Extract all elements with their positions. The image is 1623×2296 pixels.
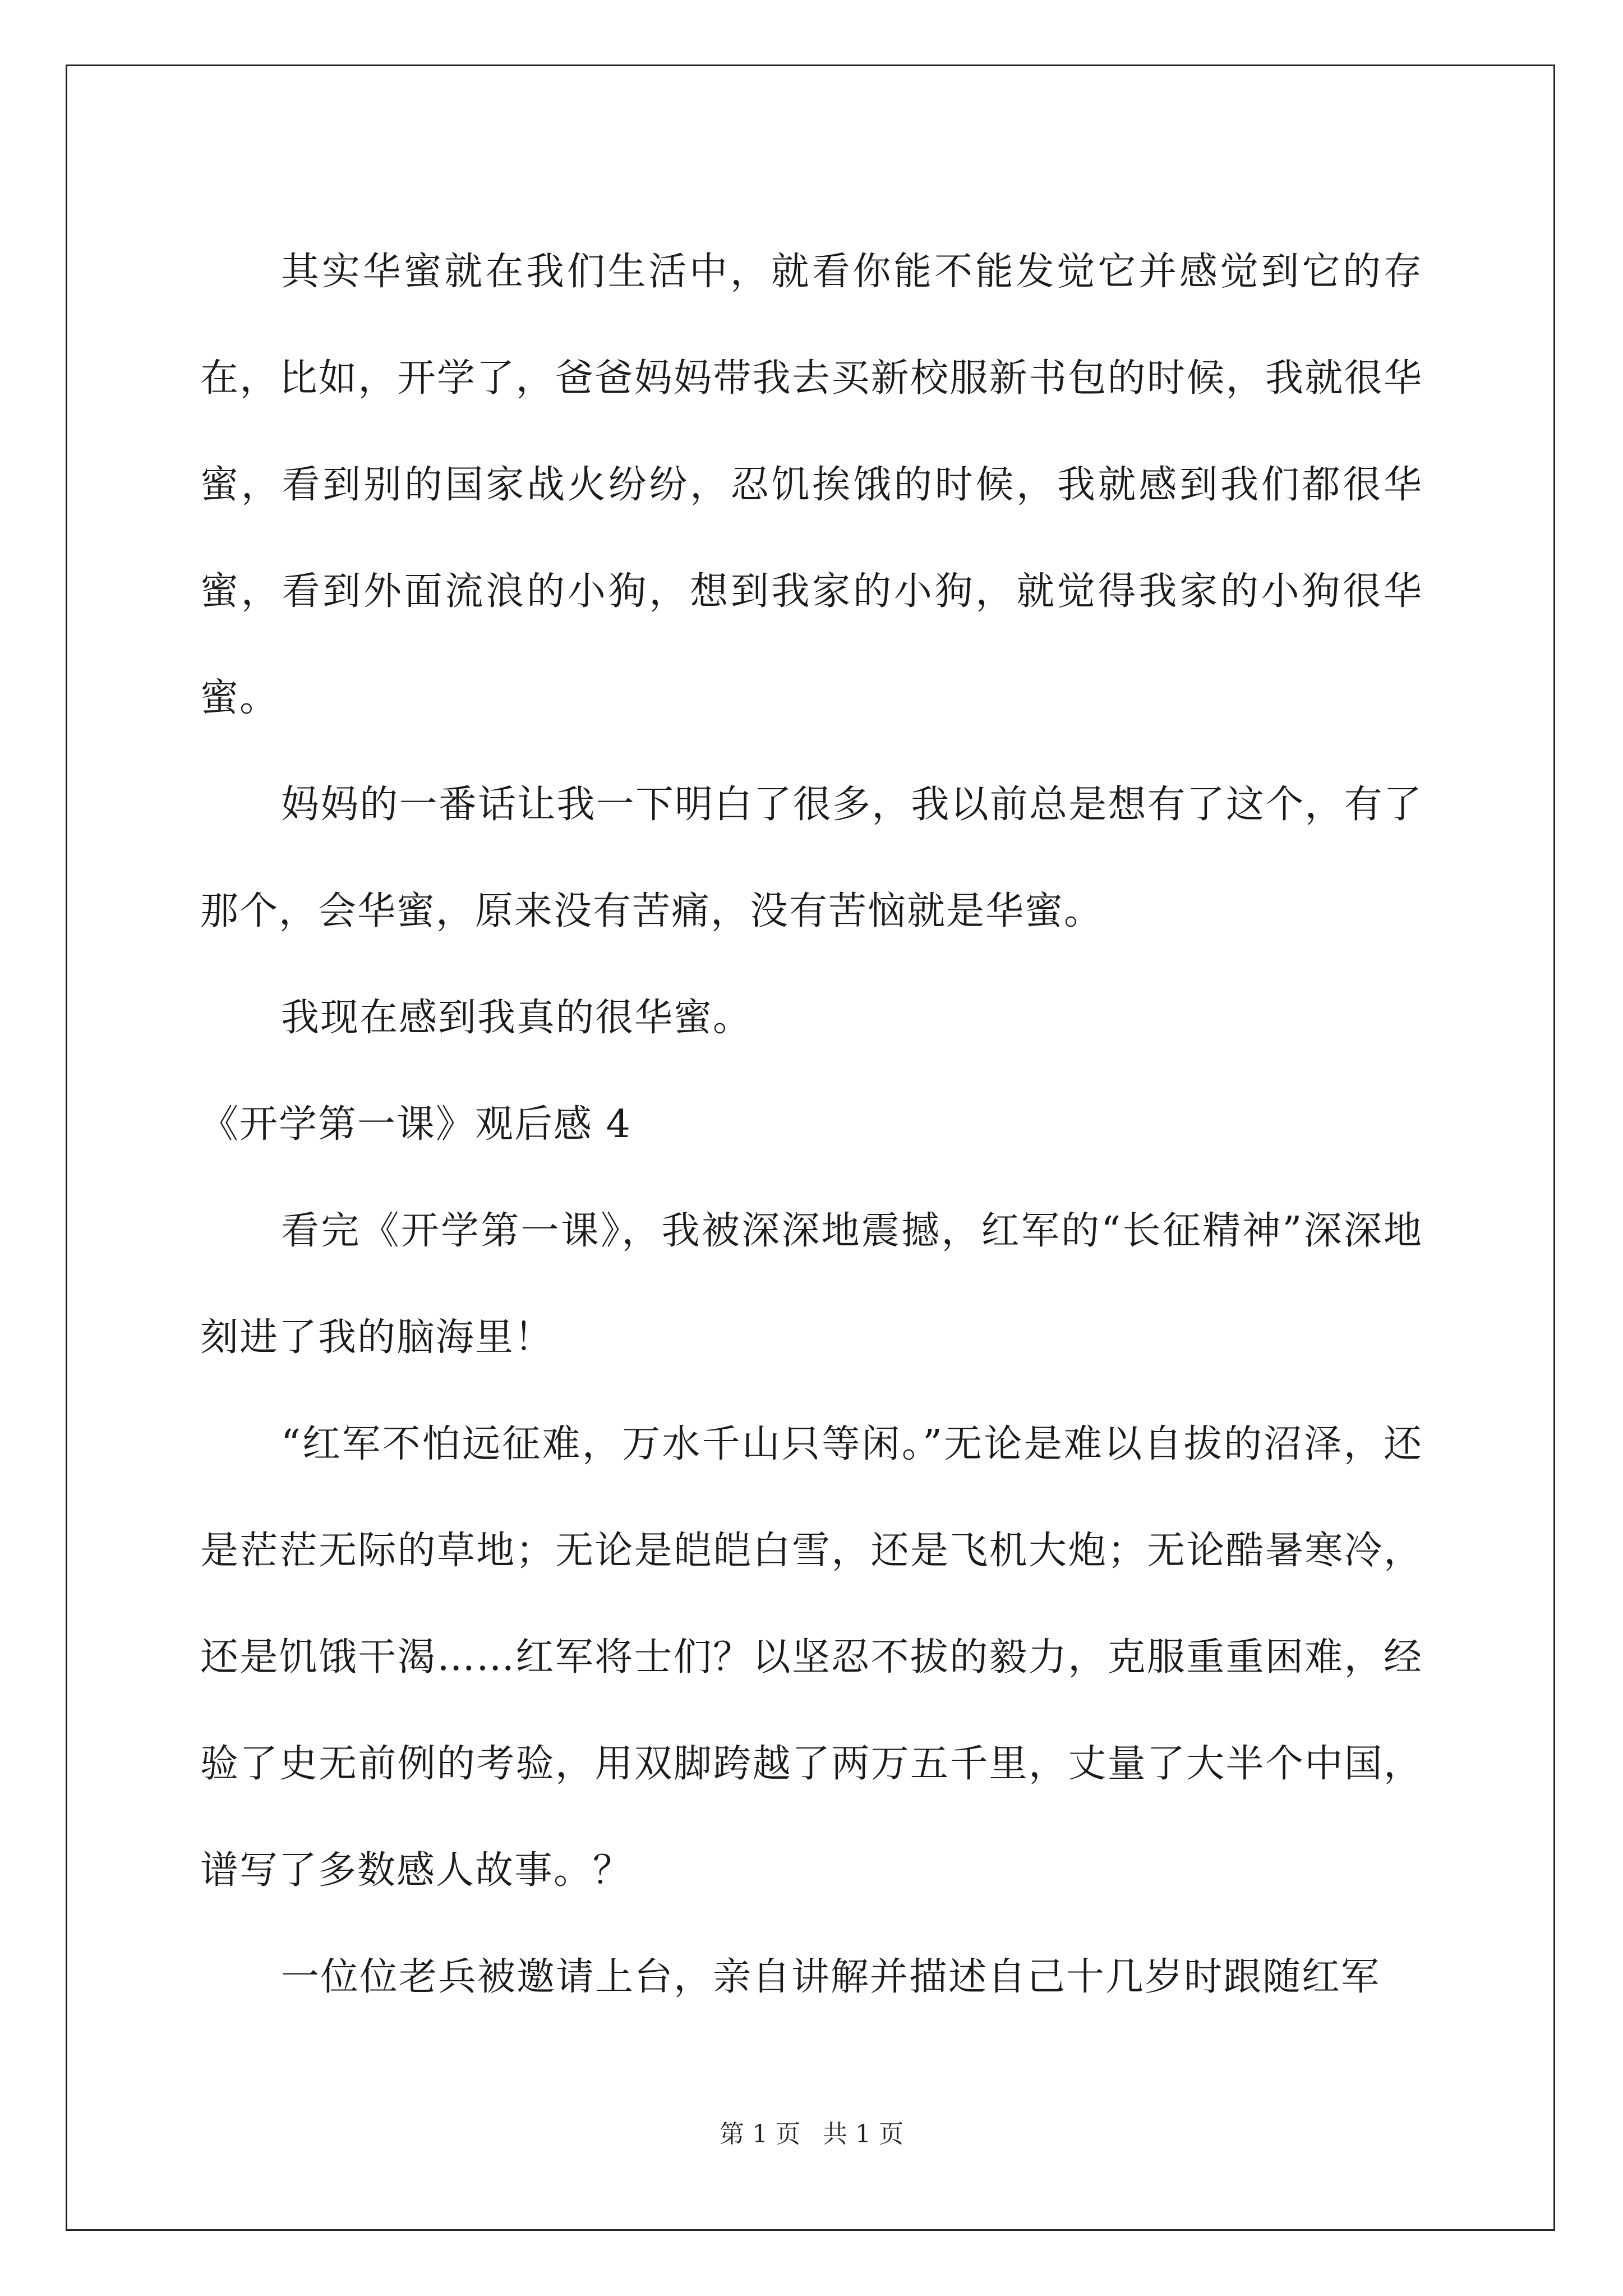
paragraph-6: 一位位老兵被邀请上台，亲自讲解并描述自己十几岁时跟随红军 [281, 1955, 1381, 1999]
page-number: 第 1 页 [720, 2120, 800, 2148]
document-body [200, 219, 1423, 2031]
paragraph-2: 妈妈的一番话让我一下明白了很多，我以前总是想有了这个，有了那个，会华蜜，原来没有苦痛，没有苦恼就是华蜜。 [200, 783, 1423, 933]
page-total: 共 1 页 [823, 2120, 903, 2148]
paragraph-3: 我现在感到我真的很华蜜。 [281, 996, 753, 1040]
paragraph-4: 看完《开学第一课》，我被深深地震撼，红军的“长征精神”深深地刻进了我的脑海里！ [200, 1209, 1423, 1360]
page-footer [0, 2118, 1623, 2151]
paragraph-1: 其实华蜜就在我们生活中，就看你能不能发觉它并感觉到它的存在，比如，开学了，爸爸妈妈带我去买新校服新书包的时候，我就很华蜜，看到别的国家战火纷纷，忍饥挨饿的时候，我就感到我们都很华蜜，看到外面流浪的小狗，想到我家的小狗，就觉得我家的小狗很华蜜。 [200, 250, 1423, 720]
section-heading: 《开学第一课》观后感 4 [200, 1102, 631, 1147]
paragraph-5: “红军不怕远征难，万水千山只等闲。”无论是难以自拔的沼泽，还是茫茫无际的草地；无论是皑皑白雪，还是飞机大炮；无论酷暑寒冷，还是饥饿干渴……红军将士们？以坚忍不拔的毅力，克服重重困难，经验了史无前例的考验，用双脚跨越了两万五千里，丈量了大半个中国，谱写了多数感人故事。？ [200, 1422, 1423, 1893]
